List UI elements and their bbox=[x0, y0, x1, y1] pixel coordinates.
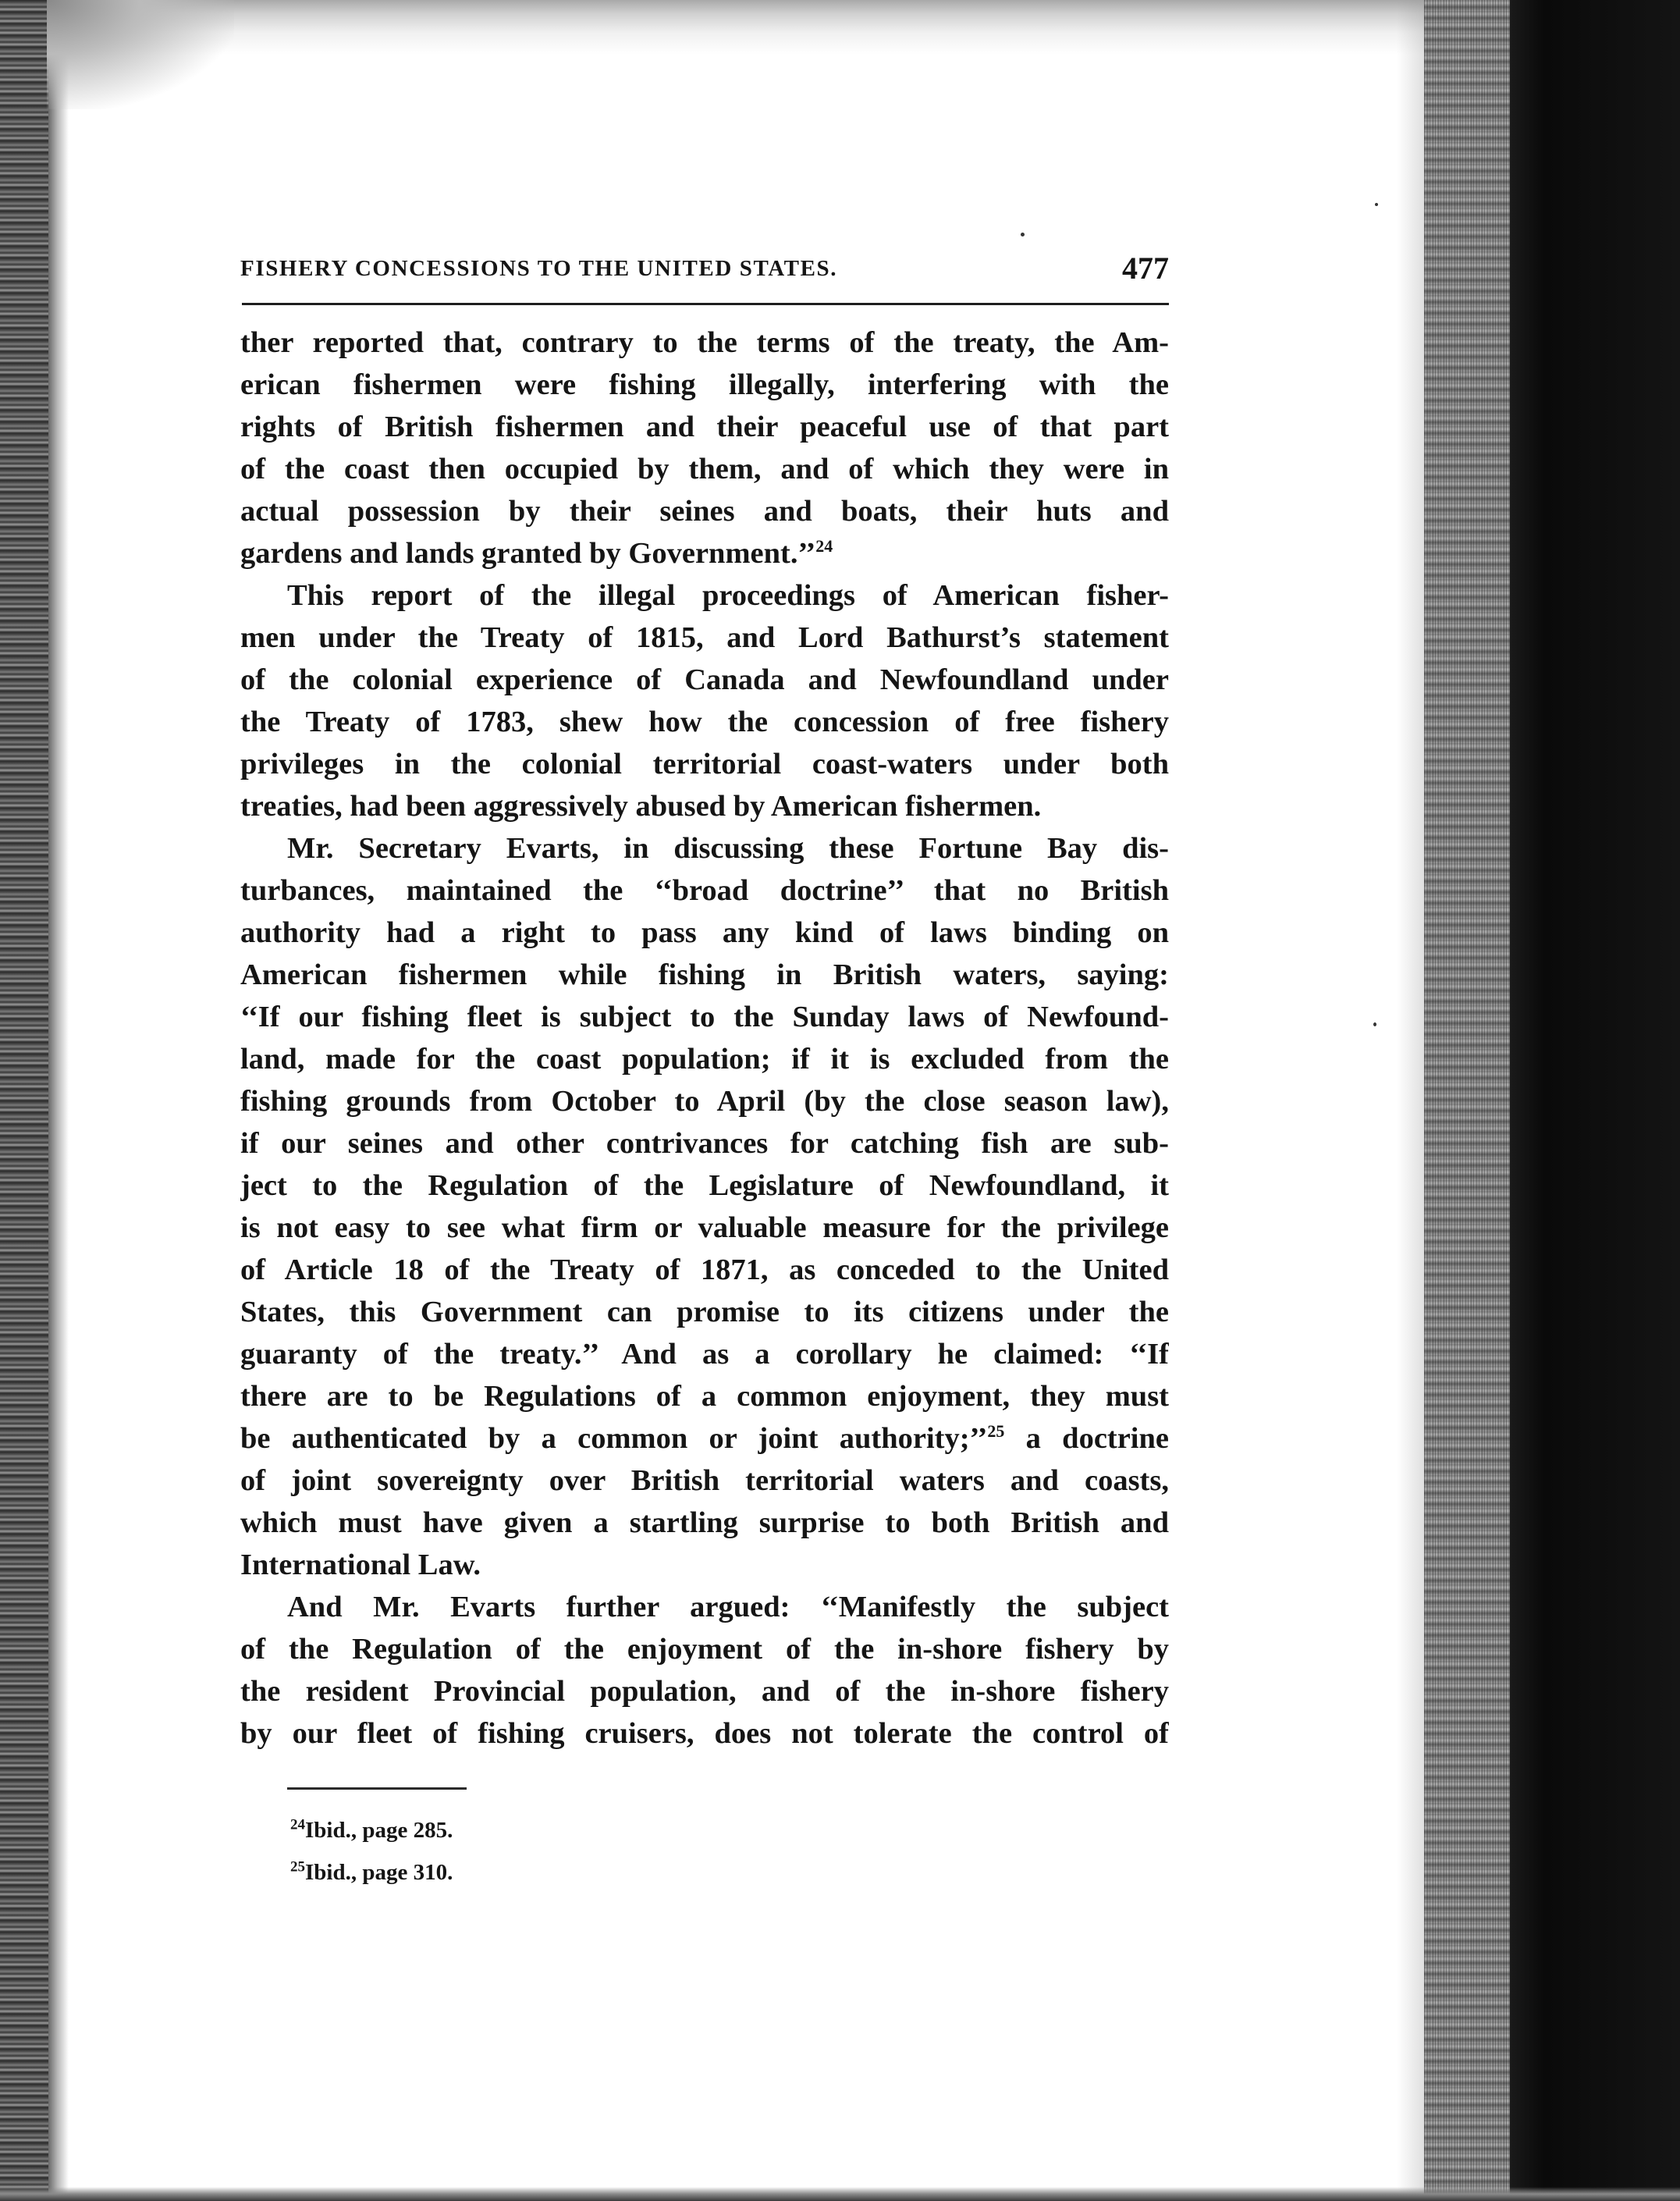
paragraph bbox=[240, 1586, 1169, 1755]
text-line: ‘‘If our fishing fleet is subject to the Sunday laws of Newfound- bbox=[240, 1001, 1169, 1033]
running-head bbox=[240, 250, 1169, 297]
footnotes bbox=[290, 1809, 836, 1893]
text-line: there are to be Regulations of a common enjoyment, they must bbox=[240, 1380, 1169, 1413]
text-line: by our fleet of fishing cruisers, does not tolerate the control of bbox=[240, 1717, 1169, 1750]
text-line: of the colonial experience of Canada and Newfoundland under bbox=[240, 663, 1169, 696]
text-line: the resident Provincial population, and of the in-shore fishery bbox=[240, 1675, 1169, 1708]
text-line-content: be authenticated by a common or joint authority;’’ bbox=[240, 1422, 988, 1455]
book-cover-edge bbox=[1510, 0, 1680, 2201]
text-line: of the coast then occupied by them, and of which they were in bbox=[240, 453, 1169, 485]
footnote-reference: 25 bbox=[987, 1421, 1005, 1442]
scan-bottom-edge bbox=[0, 2187, 1680, 2201]
text-line: of joint sovereignty over British territorial waters and coasts, bbox=[240, 1464, 1169, 1497]
footnote-number: 24 bbox=[290, 1816, 305, 1833]
scan-speck bbox=[1373, 1022, 1376, 1026]
text-line: This report of the illegal proceedings of American fisher- bbox=[287, 579, 1169, 612]
scan-top-left-smudge bbox=[47, 0, 234, 109]
text-line: if our seines and other contrivances for catching fish are sub- bbox=[240, 1127, 1169, 1160]
text-line: guaranty of the treaty.’’ And as a corollary he claimed: ‘‘If bbox=[240, 1338, 1169, 1371]
scan-left-edge bbox=[0, 0, 48, 2201]
footnote-text: Ibid., page 285. bbox=[305, 1818, 453, 1843]
text-line: of Article 18 of the Treaty of 1871, as conceded to the United bbox=[240, 1253, 1169, 1286]
text-line: fishing grounds from October to April (by the close season law), bbox=[240, 1085, 1169, 1118]
text-line: land, made for the coast population; if it is excluded from the bbox=[240, 1043, 1169, 1076]
book-page-edges bbox=[1424, 0, 1510, 2201]
text-line: actual possession by their seines and boats, their huts and bbox=[240, 495, 1169, 528]
footnote bbox=[290, 1809, 836, 1851]
text-line: rights of British fishermen and their peaceful use of that part bbox=[240, 411, 1169, 443]
body-text bbox=[240, 322, 1169, 1755]
text-line: the Treaty of 1783, shew how the concession of free fishery bbox=[240, 706, 1169, 738]
paragraph bbox=[240, 574, 1169, 827]
header-rule bbox=[242, 303, 1169, 305]
text-line: ther reported that, contrary to the terms of the treaty, the Am- bbox=[240, 326, 1169, 359]
text-line: treaties, had been aggressively abused by American fishermen. bbox=[240, 790, 1042, 823]
page-gutter-shadow bbox=[1397, 0, 1428, 2201]
text-line: And Mr. Evarts further argued: ‘‘Manifestly the subject bbox=[287, 1591, 1169, 1623]
text-line: of the Regulation of the enjoyment of the in-shore fishery by bbox=[240, 1633, 1169, 1666]
text-line: erican fishermen were fishing illegally, interfering with the bbox=[240, 368, 1169, 401]
footnote-number: 25 bbox=[290, 1858, 305, 1876]
text-line: International Law. bbox=[240, 1549, 481, 1581]
footnote bbox=[290, 1851, 836, 1893]
footnote-reference: 24 bbox=[815, 536, 833, 556]
text-line: men under the Treaty of 1815, and Lord Bathurst’s statement bbox=[240, 621, 1169, 654]
scan-top-edge bbox=[47, 0, 1436, 55]
scan-speck bbox=[1021, 233, 1025, 236]
paragraph bbox=[240, 827, 1169, 1586]
paragraph bbox=[240, 322, 1169, 574]
text-line: States, this Government can promise to its citizens under the bbox=[240, 1296, 1169, 1328]
page-number: 477 bbox=[1122, 251, 1169, 286]
text-line: authority had a right to pass any kind of laws binding on bbox=[240, 916, 1169, 949]
footnote-text: Ibid., page 310. bbox=[305, 1860, 453, 1885]
text-line-continuation: a doctrine bbox=[1004, 1422, 1169, 1455]
text-line: privileges in the colonial territorial coast-waters under both bbox=[240, 748, 1169, 780]
running-title: FISHERY CONCESSIONS TO THE UNITED STATES. bbox=[240, 256, 838, 281]
text-line: turbances, maintained the ‘‘broad doctrine’’ that no British bbox=[240, 874, 1169, 907]
text-line-content: gardens and lands granted by Government.’’ bbox=[240, 537, 816, 570]
text-line: ject to the Regulation of the Legislature of Newfoundland, it bbox=[240, 1169, 1169, 1202]
text-line bbox=[240, 1417, 1169, 1460]
text-line: which must have given a startling surprise to both British and bbox=[240, 1506, 1169, 1539]
text-line: is not easy to see what firm or valuable measure for the privilege bbox=[240, 1211, 1169, 1244]
text-line bbox=[240, 532, 1169, 574]
scan-left-shadow bbox=[48, 0, 69, 2201]
text-line: Mr. Secretary Evarts, in discussing these Fortune Bay dis- bbox=[287, 832, 1169, 865]
scan-speck bbox=[1375, 203, 1378, 206]
footnote-rule bbox=[287, 1787, 467, 1790]
text-line: American fishermen while fishing in British waters, saying: bbox=[240, 958, 1169, 991]
